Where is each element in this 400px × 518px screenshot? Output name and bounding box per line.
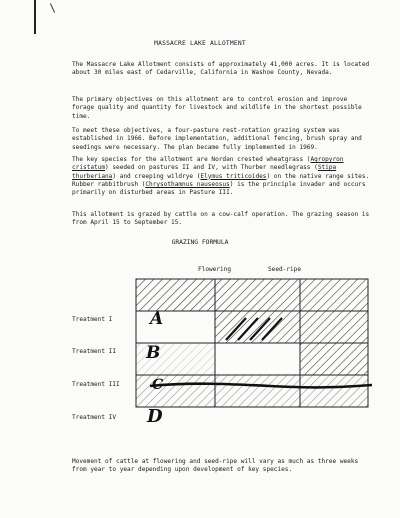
row-label-treatment-2: Treatment II	[72, 348, 117, 355]
column-label-seedripe: Seed-ripe	[268, 266, 302, 273]
paragraph-grazing: This allotment is grazed by cattle on a cow-calf operation. The grazing season is from April 15 to September 15.	[72, 211, 370, 227]
cell-t1-all	[136, 279, 368, 311]
species-elymus: Elymus triticoides	[200, 172, 267, 180]
species-stipa: Stipa thurberiana	[72, 164, 337, 180]
row-label-treatment-3: Treatment III	[72, 381, 120, 388]
text-fragment: ) on the native range sites. Rubber rabbitbrush (	[72, 172, 370, 188]
handwritten-letter-a: A	[150, 309, 164, 329]
paragraph-system: To meet these objectives, a four-pasture rest-rotation grazing system was established in 1966. Before implementation, additional fencing, brush spray and seedings were necessary. The plan became fully implemented in 1969.	[72, 127, 362, 151]
handwritten-letter-b: B	[146, 343, 161, 363]
column-label-flowering: Flowering	[198, 266, 232, 273]
text-fragment: The key species for the allotment are Nordan crested wheatgrass (	[72, 156, 311, 163]
row-label-treatment-1: Treatment I	[72, 316, 113, 323]
paragraph-movement: Movement of cattle at flowering and seed-ripe will vary as much as three weeks from year to year depending upon development of key species.	[72, 458, 359, 474]
text-fragment: ) is the principle invader and occurs primarily on disturbed areas in Pasture III.	[72, 180, 366, 197]
handwritten-letter-c: C	[152, 377, 164, 393]
paragraph-location: The Massacre Lake Allotment consists of approximately 41,000 acres. It is located about 30 miles east of Cedarville, California in Washoe County, Nevada.	[72, 61, 370, 77]
page-title: MASSACRE LAKE ALLOTMENT	[154, 40, 246, 47]
species-agropyron: Agropyron cristatum	[72, 156, 344, 172]
cell-t4-all	[136, 375, 368, 407]
text-fragment: ) seeded on pastures II and IV, with Thurber needlegrass (	[105, 164, 318, 172]
handwritten-letter-d: D	[147, 406, 163, 427]
formula-title: GRAZING FORMULA	[171, 239, 229, 246]
text-fragment: ) and creeping wildrye (	[112, 172, 201, 180]
cell-t3-after-seedripe	[300, 343, 368, 375]
row-label-treatment-4: Treatment IV	[72, 414, 117, 421]
paragraph-objectives: The primary objectives on this allotment are to control erosion and improve forage quality and quantity for livestock and wildlife in the shortest possible time.	[72, 96, 362, 120]
species-chrysothamnus: Chrysothamnus nauseosus	[145, 180, 230, 188]
